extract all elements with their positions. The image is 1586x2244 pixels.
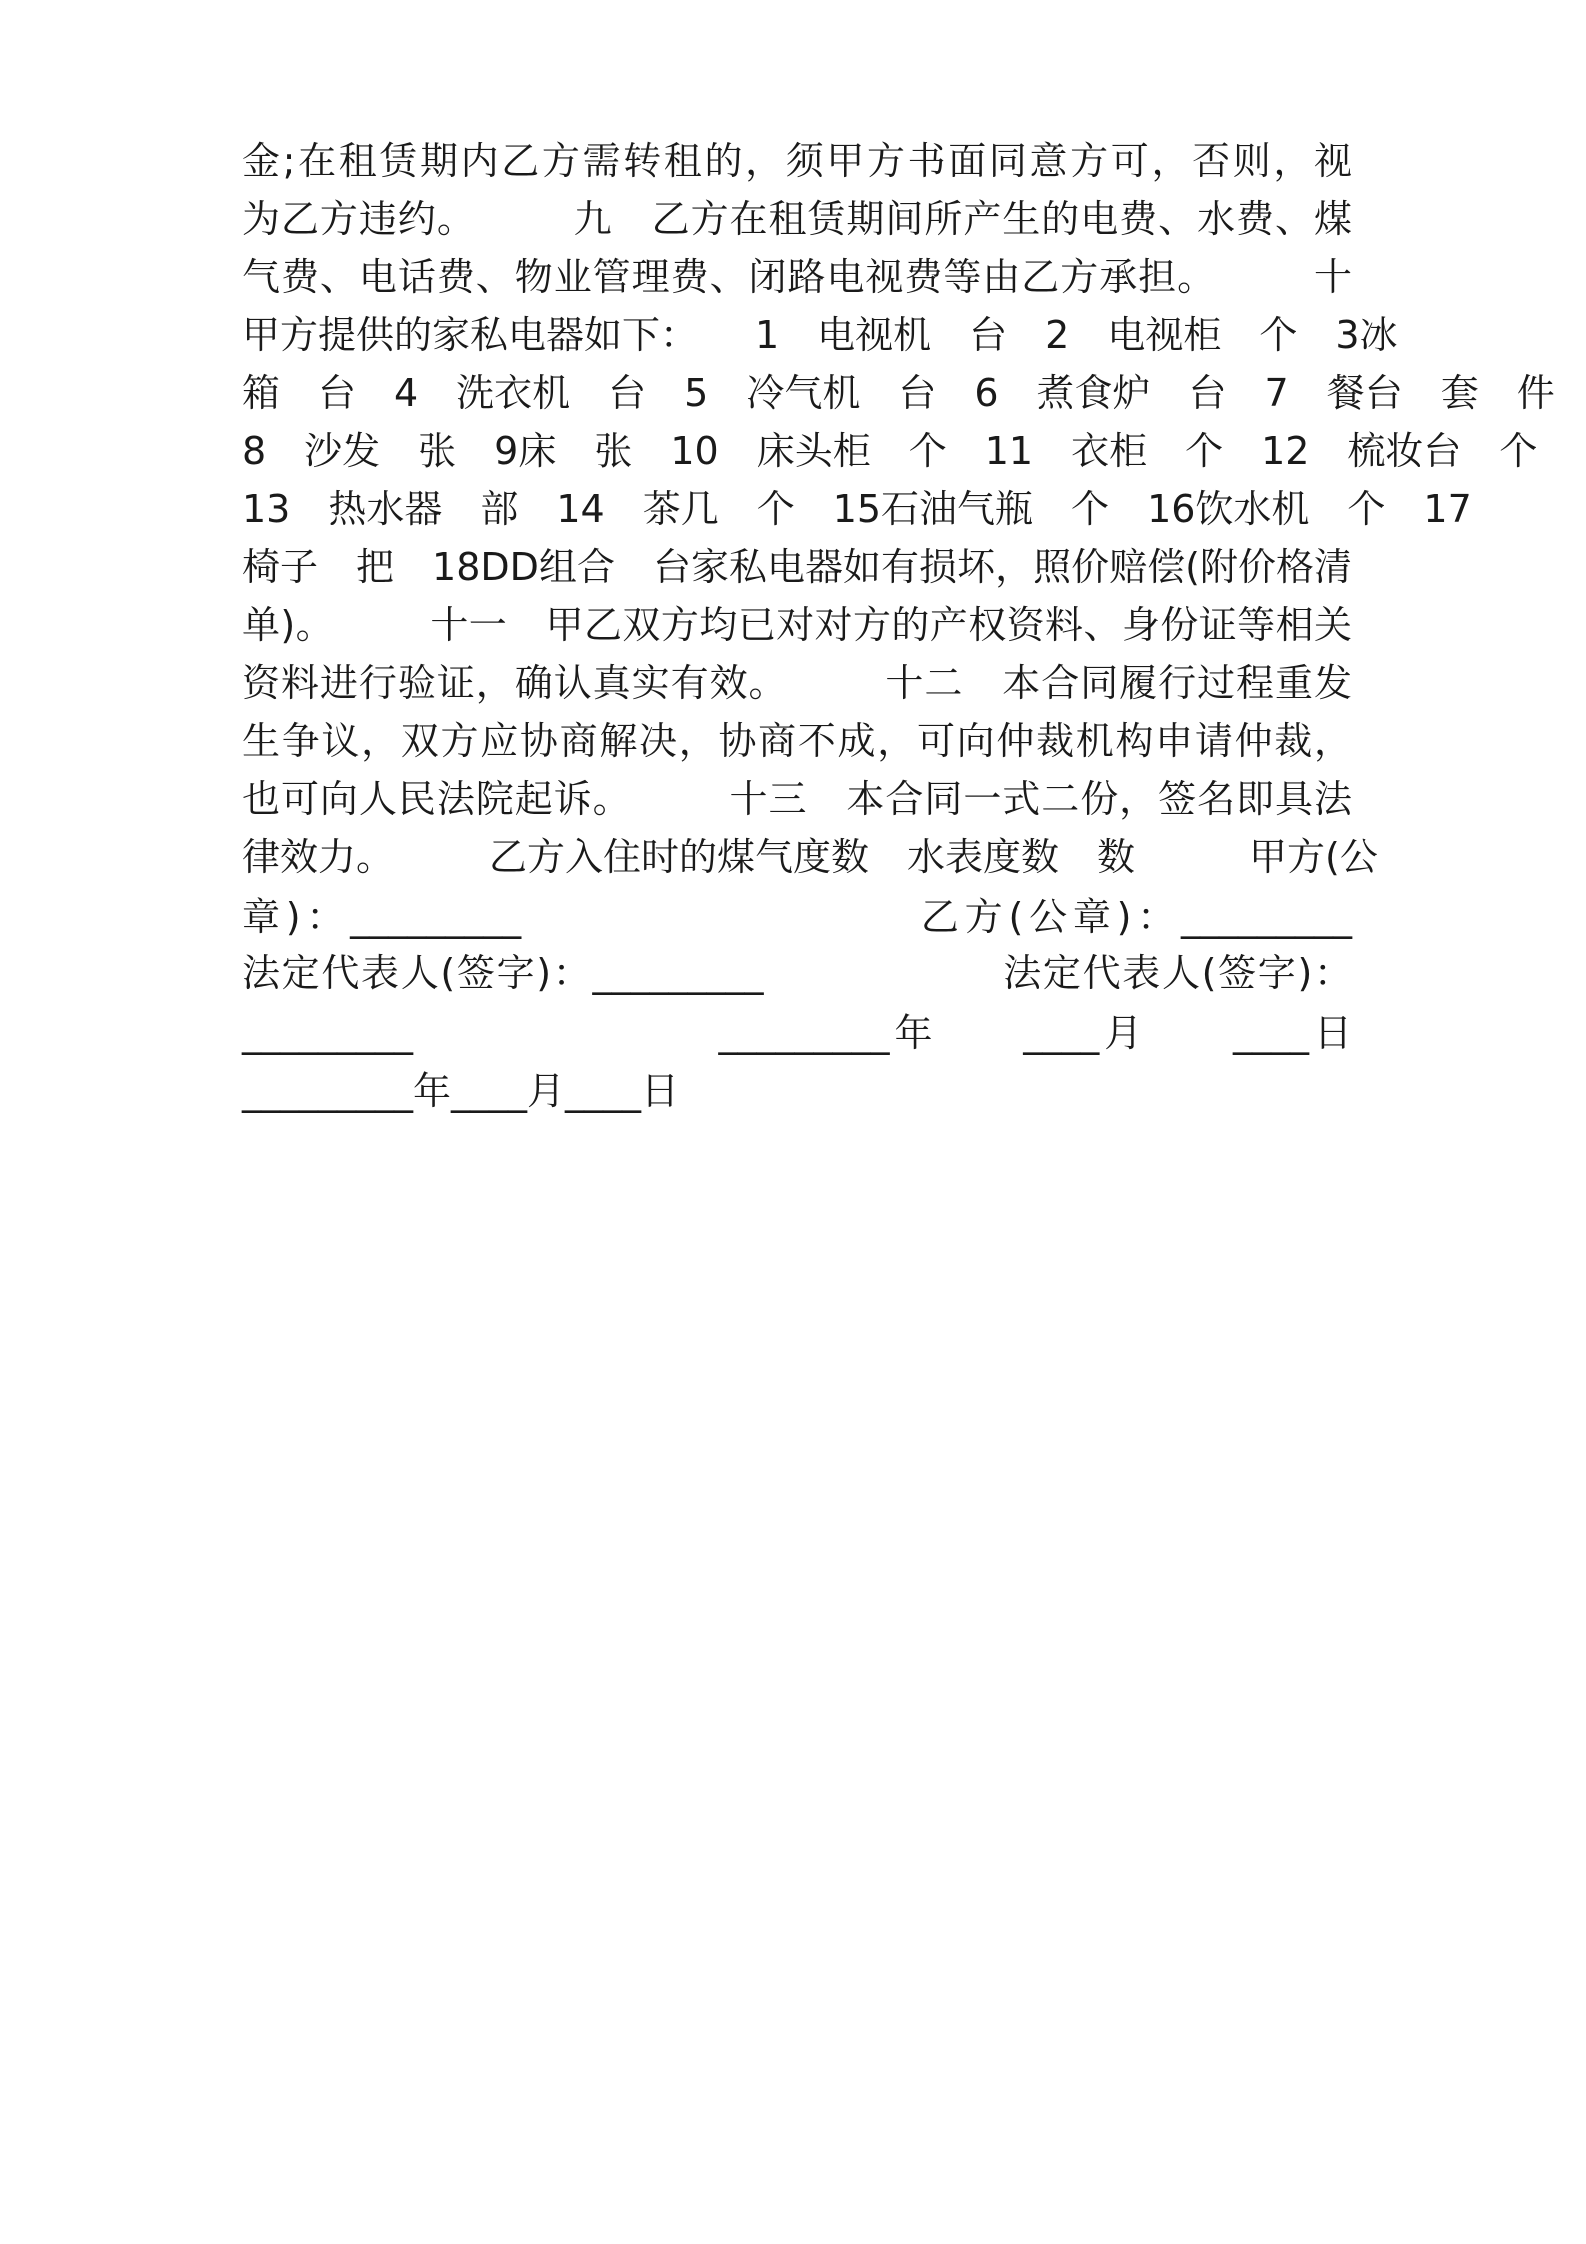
text-line: 金;在租赁期内乙方需转租的，须甲方书面同意方可，否则，视 (242, 139, 1352, 183)
text-line: 椅子 把 18DD组合 台家私电器如有损坏，照价赔偿(附价格清 (242, 545, 1352, 589)
signature-line-representative: 法定代表人(签字)：_________ 法定代表人(签字)： (242, 951, 1352, 995)
text-line: 生争议，双方应协商解决，协商不成，可向仲裁机构申请仲裁， (242, 719, 1352, 763)
text-line: 单)。 十一 甲乙双方均已对对方的产权资料、身份证等相关 (242, 603, 1352, 647)
text-line: 律效力。 乙方入住时的煤气度数 水表度数 数 甲方(公 (242, 835, 1378, 879)
text-line: 8 沙发 张 9床 张 10 床头柜 个 11 衣柜 个 12 梳妆台 个 (242, 429, 1538, 473)
text-line: 为乙方违约。 九 乙方在租赁期间所产生的电费、水费、煤 (242, 197, 1352, 241)
text-line: 也可向人民法院起诉。 十三 本合同一式二份，签名即具法 (242, 777, 1352, 821)
date-line-party-b: _________ _________年 ____月 ____日 (242, 1011, 1352, 1055)
signature-line-seal: 章)：_________ 乙方(公章)：_________ (242, 895, 1352, 939)
text-line: 箱 台 4 洗衣机 台 5 冷气机 台 6 煮食炉 台 7 餐台 套 件 (242, 371, 1555, 415)
text-line: 13 热水器 部 14 茶几 个 15石油气瓶 个 16饮水机 个 17 (242, 487, 1472, 531)
text-line: 气费、电话费、物业管理费、闭路电视费等由乙方承担。 十 (242, 255, 1352, 299)
date-line-party-a: _________年____月____日 (242, 1069, 680, 1113)
text-line: 资料进行验证，确认真实有效。 十二 本合同履行过程重发 (242, 661, 1352, 705)
text-line: 甲方提供的家私电器如下： 1 电视机 台 2 电视柜 个 3冰 (242, 313, 1398, 357)
